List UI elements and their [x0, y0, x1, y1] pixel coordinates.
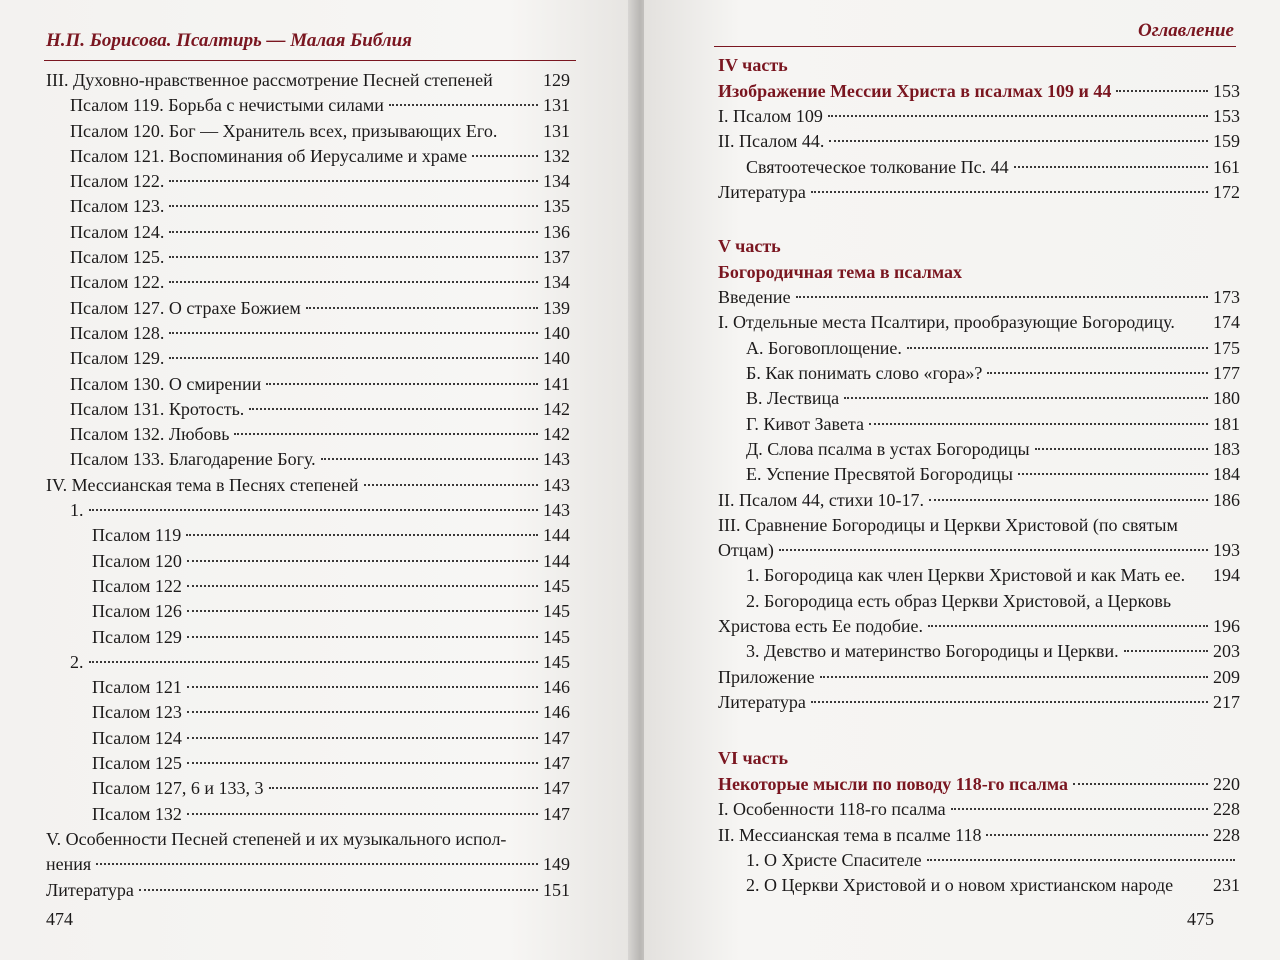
toc-entry-page: 141	[543, 373, 570, 394]
dot-leader	[249, 408, 538, 410]
dot-leader	[811, 191, 1208, 193]
toc-entry	[46, 827, 570, 852]
toc-entry-page: 147	[543, 778, 570, 799]
dot-leader	[1073, 783, 1208, 785]
toc-entry	[46, 296, 570, 321]
dot-leader	[927, 859, 1235, 861]
toc-entry-page: 146	[543, 677, 570, 698]
toc-entry	[718, 361, 1240, 386]
dot-leader	[472, 155, 538, 157]
toc-entry-title: Псалом 122.	[70, 272, 165, 293]
toc-entry-page: 228	[1213, 799, 1240, 820]
toc-entry-title: Псалом 124.	[70, 221, 165, 242]
dot-leader	[820, 676, 1208, 678]
toc-entry-page: 161	[1213, 156, 1240, 177]
toc-entry-title: III. Сравнение Богородицы и Церкви Христовой (по святым	[718, 514, 1178, 535]
toc-entry-title: 3. Девство и материнство Богородицы и Церкви.	[746, 641, 1119, 662]
toc-entry-title: В. Лествица	[746, 388, 840, 409]
toc-entry-page: 131	[543, 120, 570, 141]
toc-entry-title: 1. Богородица как член Церкви Христовой и как Мать ее.	[746, 565, 1186, 586]
dot-leader	[187, 686, 538, 688]
toc-entry	[46, 523, 570, 548]
toc-entry-page: 203	[1213, 641, 1240, 662]
toc-entry-page: 131	[543, 95, 570, 116]
dot-leader	[1014, 166, 1208, 168]
dot-leader	[169, 231, 538, 233]
dot-leader	[169, 256, 538, 258]
toc-entry-title: Литература	[718, 691, 806, 712]
toc-entry-title: II. Псалом 44.	[718, 131, 825, 152]
toc-entry	[718, 310, 1240, 335]
right-page	[644, 0, 1280, 960]
toc-entry-page: 159	[1213, 131, 1240, 152]
toc-entry-title: Г. Кивот Завета	[746, 413, 864, 434]
toc-entry-page: 184	[1213, 464, 1240, 485]
toc-entry-page: 153	[1213, 106, 1240, 126]
toc-entry-title: Псалом 131. Кротость.	[70, 398, 245, 419]
toc-entry	[718, 180, 1240, 205]
toc-entry-title: I. Псалом 109	[718, 106, 823, 126]
toc-entry-page: 147	[543, 727, 570, 748]
dot-leader	[1035, 448, 1208, 450]
section-heading-title: Некоторые мысли по поводу 118-го псалма	[718, 774, 1068, 795]
toc-entry-page: 129	[543, 70, 570, 90]
dot-leader	[169, 180, 538, 182]
dot-leader	[139, 889, 538, 891]
toc-entry	[718, 797, 1240, 822]
toc-entry-title: Псалом 125	[92, 753, 182, 774]
toc-entry-page: 145	[543, 601, 570, 622]
toc-entry-page: 217	[1213, 691, 1240, 712]
toc-entry	[46, 498, 570, 523]
dot-leader	[321, 458, 538, 460]
part-label: VI часть	[718, 748, 789, 769]
toc-entry-page: 142	[543, 424, 570, 445]
toc-entry	[718, 437, 1240, 462]
part-label: V часть	[718, 236, 781, 257]
toc-entry	[46, 599, 570, 624]
toc-entry-title: 1. О Христе Спасителе	[746, 849, 922, 870]
toc-entry-title: III. Духовно-нравственное рассмотрение Песней степеней	[46, 70, 493, 90]
toc-entry-title: Псалом 127. О страхе Божием	[70, 297, 301, 318]
toc-entry-page: 149	[543, 854, 570, 875]
toc-entry	[46, 372, 570, 397]
left-page	[0, 0, 636, 960]
toc-entry-title: Литература	[46, 879, 134, 900]
section-heading-title: Богородичная тема в псалмах	[718, 262, 963, 283]
toc-entry	[718, 513, 1240, 538]
toc-entry	[46, 776, 570, 801]
toc-entry-title: IV. Мессианская тема в Песнях степеней	[46, 474, 359, 495]
toc-entry-page: 143	[543, 449, 570, 470]
toc-entry-title: Псалом 122.	[70, 171, 165, 192]
toc-entry-page: 134	[543, 171, 570, 192]
toc-entry	[46, 802, 570, 827]
toc-entry	[46, 321, 570, 346]
toc-entry-title: Отцам)	[718, 540, 774, 561]
toc-entry-title: Б. Как понимать слово «гора»?	[746, 363, 983, 384]
toc-entry-page: 174	[1213, 312, 1240, 333]
dot-leader	[187, 560, 538, 562]
toc-entry	[46, 700, 570, 725]
toc-entry	[718, 336, 1240, 361]
toc-entry-title: II. Мессианская тема в псалме 118	[718, 824, 982, 845]
toc-entry	[46, 852, 570, 877]
toc-entry	[718, 129, 1240, 154]
dot-leader	[364, 484, 538, 486]
toc-entry-title: Литература	[718, 181, 806, 202]
toc-entry-title: Е. Успение Пресвятой Богородицы	[746, 464, 1013, 485]
toc-entry-page: 183	[1213, 438, 1240, 459]
toc-entry	[46, 397, 570, 422]
toc-entry-title: Псалом 126	[92, 601, 182, 622]
toc-entry-title: Псалом 132	[92, 803, 182, 824]
toc-entry	[718, 155, 1240, 180]
toc-entry-title: Введение	[718, 287, 791, 308]
toc-entry-title: II. Псалом 44, стихи 10-17.	[718, 489, 924, 510]
toc-entry	[718, 488, 1240, 513]
dot-leader	[96, 863, 538, 865]
dot-leader	[951, 808, 1208, 810]
toc-entry-page: 145	[543, 575, 570, 596]
toc-entry-title: Псалом 127, 6 и 133, 3	[92, 778, 264, 799]
toc-entry	[718, 538, 1240, 563]
toc-entry	[718, 639, 1240, 664]
dot-leader	[266, 383, 538, 385]
toc-entry-title: Псалом 120. Бог — Хранитель всех, призывающих Его.	[70, 120, 498, 141]
toc-entry	[46, 751, 570, 776]
toc-entry-page: 142	[543, 398, 570, 419]
dot-leader	[89, 661, 539, 663]
dot-leader	[306, 307, 538, 309]
toc-entry-title: Псалом 124	[92, 727, 182, 748]
toc-entry	[46, 68, 570, 93]
section-heading	[718, 78, 1240, 104]
toc-entry-page: 143	[543, 474, 570, 495]
toc-entry	[718, 589, 1240, 614]
toc-entry-page: 145	[543, 626, 570, 647]
toc-entry-page: 132	[543, 145, 570, 166]
toc-entry	[46, 473, 570, 498]
toc-entry-page: 228	[1213, 824, 1240, 845]
toc-entry-page: 147	[543, 803, 570, 824]
toc-entry	[718, 412, 1240, 437]
dot-leader	[187, 711, 538, 713]
dot-leader	[169, 281, 538, 283]
toc-list-left	[46, 68, 570, 903]
dot-leader	[187, 737, 538, 739]
toc-entry-title: Святоотеческое толкование Пс. 44	[746, 156, 1009, 177]
dot-leader	[829, 140, 1208, 142]
part-label: IV часть	[718, 55, 788, 75]
dot-leader	[929, 499, 1208, 501]
dot-leader	[269, 787, 538, 789]
section-gap	[718, 715, 1240, 745]
toc-entry-title: Приложение	[718, 666, 815, 687]
dot-leader	[187, 636, 538, 638]
toc-entry-title: I. Отдельные места Псалтири, прообразующие Богородицу.	[718, 312, 1175, 333]
toc-entry-title: Псалом 129.	[70, 348, 165, 369]
toc-entry-page: 136	[543, 221, 570, 242]
dot-leader	[1124, 650, 1208, 652]
section-heading-title: Изображение Мессии Христа в псалмах 109 и 44	[718, 81, 1112, 101]
dot-leader	[869, 423, 1208, 425]
toc-entry-page: 194	[1213, 565, 1240, 586]
toc-entry	[46, 574, 570, 599]
toc-entry-page: 151	[543, 879, 570, 900]
dot-leader	[186, 534, 538, 536]
toc-entry-title: Псалом 120	[92, 550, 182, 571]
toc-entry	[46, 245, 570, 270]
dot-leader	[187, 585, 538, 587]
dot-leader	[187, 813, 538, 815]
toc-entry-title: Псалом 119	[92, 525, 182, 546]
toc-entry	[46, 194, 570, 219]
dot-leader	[986, 834, 1208, 836]
header-rule	[714, 46, 1236, 47]
dot-leader	[1018, 473, 1208, 475]
toc-entry	[46, 549, 570, 574]
toc-entry-page: 180	[1213, 388, 1240, 409]
toc-entry-title: Псалом 119. Борьба с нечистыми силами	[70, 95, 384, 116]
toc-entry-title: Псалом 132. Любовь	[70, 424, 230, 445]
toc-entry-title: V. Особенности Песней степеней и их музыкального испол-	[46, 828, 507, 849]
dot-leader	[234, 433, 538, 435]
toc-entry-title: 1.	[70, 500, 84, 521]
dot-leader	[187, 610, 538, 612]
toc-entry-title: Псалом 129	[92, 626, 182, 647]
toc-entry-page: 137	[543, 247, 570, 268]
dot-leader	[811, 701, 1208, 703]
toc-entry	[46, 422, 570, 447]
toc-entry-title: I. Особенности 118-го псалма	[718, 799, 946, 820]
toc-entry-page: 140	[543, 322, 570, 343]
dot-leader	[89, 509, 539, 511]
dot-leader	[1116, 90, 1208, 92]
toc-entry-page: 143	[543, 500, 570, 521]
toc-entry	[718, 462, 1240, 487]
toc-entry	[718, 665, 1240, 690]
section-heading-page: 153	[1213, 81, 1240, 101]
toc-entry-title: 2.	[70, 651, 84, 672]
toc-list-right	[718, 52, 1240, 898]
dot-leader	[779, 549, 1208, 551]
toc-entry-page: 145	[543, 651, 570, 672]
toc-entry	[718, 848, 1240, 873]
page-number: 475	[1187, 909, 1214, 929]
toc-entry-page: 177	[1213, 363, 1240, 384]
toc-entry-title: А. Боговоплощение.	[746, 337, 902, 358]
toc-entry-page: 209	[1213, 666, 1240, 687]
toc-entry	[718, 614, 1240, 639]
section-heading-page: 220	[1213, 774, 1240, 795]
toc-entry-page: 196	[1213, 616, 1240, 637]
toc-entry	[718, 873, 1240, 898]
dot-leader	[844, 397, 1208, 399]
toc-entry	[46, 93, 570, 118]
section-heading	[718, 259, 1240, 285]
toc-entry-title: 2. О Церкви Христовой и о новом христианском народе	[746, 875, 1174, 896]
section-gap	[718, 205, 1240, 233]
toc-entry-page: 172	[1213, 181, 1240, 202]
toc-entry-title: нения	[46, 854, 92, 875]
toc-entry	[46, 144, 570, 169]
dot-leader	[907, 347, 1208, 349]
toc-entry-page: 135	[543, 196, 570, 217]
header-rule	[44, 60, 576, 61]
toc-entry-page: 140	[543, 348, 570, 369]
toc-entry-title: Псалом 128.	[70, 322, 165, 343]
running-head: Н.П. Борисова. Псалтирь — Малая Библия	[46, 30, 412, 51]
toc-entry-title: Псалом 130. О смирении	[70, 373, 262, 394]
dot-leader	[169, 357, 538, 359]
dot-leader	[928, 625, 1208, 627]
toc-entry	[46, 447, 570, 472]
toc-entry-page: 144	[543, 525, 570, 546]
toc-entry	[46, 119, 570, 144]
running-head: Оглавление	[1138, 20, 1234, 41]
toc-entry	[46, 625, 570, 650]
toc-entry	[46, 346, 570, 371]
toc-entry-page: 181	[1213, 413, 1240, 434]
toc-entry	[718, 386, 1240, 411]
toc-entry	[718, 285, 1240, 310]
dot-leader	[187, 762, 538, 764]
toc-entry-page: 186	[1213, 489, 1240, 510]
dot-leader	[828, 115, 1208, 117]
toc-entry-page: 173	[1213, 287, 1240, 308]
toc-entry-title: Псалом 121	[92, 677, 182, 698]
toc-entry	[46, 270, 570, 295]
toc-entry	[718, 563, 1240, 588]
toc-entry	[46, 675, 570, 700]
toc-entry-page: 139	[543, 297, 570, 318]
toc-entry	[46, 878, 570, 903]
toc-entry	[46, 220, 570, 245]
toc-entry-title: Псалом 123.	[70, 196, 165, 217]
toc-entry	[46, 650, 570, 675]
toc-entry-title: Псалом 133. Благодарение Богу.	[70, 449, 316, 470]
toc-entry-page: 134	[543, 272, 570, 293]
toc-entry	[718, 104, 1240, 129]
toc-entry	[718, 690, 1240, 715]
page-number: 474	[46, 909, 73, 929]
toc-entry-page: 193	[1213, 540, 1240, 561]
toc-entry-page: 175	[1213, 337, 1240, 358]
toc-entry-page: 231	[1213, 875, 1240, 896]
section-heading	[718, 771, 1240, 797]
toc-entry-title: Псалом 122	[92, 575, 182, 596]
dot-leader	[987, 372, 1208, 374]
dot-leader	[796, 296, 1208, 298]
toc-entry	[718, 823, 1240, 848]
dot-leader	[389, 104, 538, 106]
toc-entry	[46, 726, 570, 751]
dot-leader	[169, 205, 538, 207]
dot-leader	[169, 332, 538, 334]
toc-entry-title: Псалом 121. Воспоминания об Иерусалиме и храме	[70, 145, 468, 166]
toc-entry-page: 147	[543, 753, 570, 774]
toc-entry-title: Псалом 125.	[70, 247, 165, 268]
toc-entry-title: Христова есть Ее подобие.	[718, 616, 924, 637]
toc-entry	[46, 169, 570, 194]
toc-entry-page: 144	[543, 550, 570, 571]
toc-entry-title: Д. Слова псалма в устах Богородицы	[746, 438, 1030, 459]
toc-entry-title: Псалом 123	[92, 702, 182, 723]
toc-entry-page: 146	[543, 702, 570, 723]
toc-entry-title: 2. Богородица есть образ Церкви Христовой, а Церковь	[746, 590, 1172, 611]
